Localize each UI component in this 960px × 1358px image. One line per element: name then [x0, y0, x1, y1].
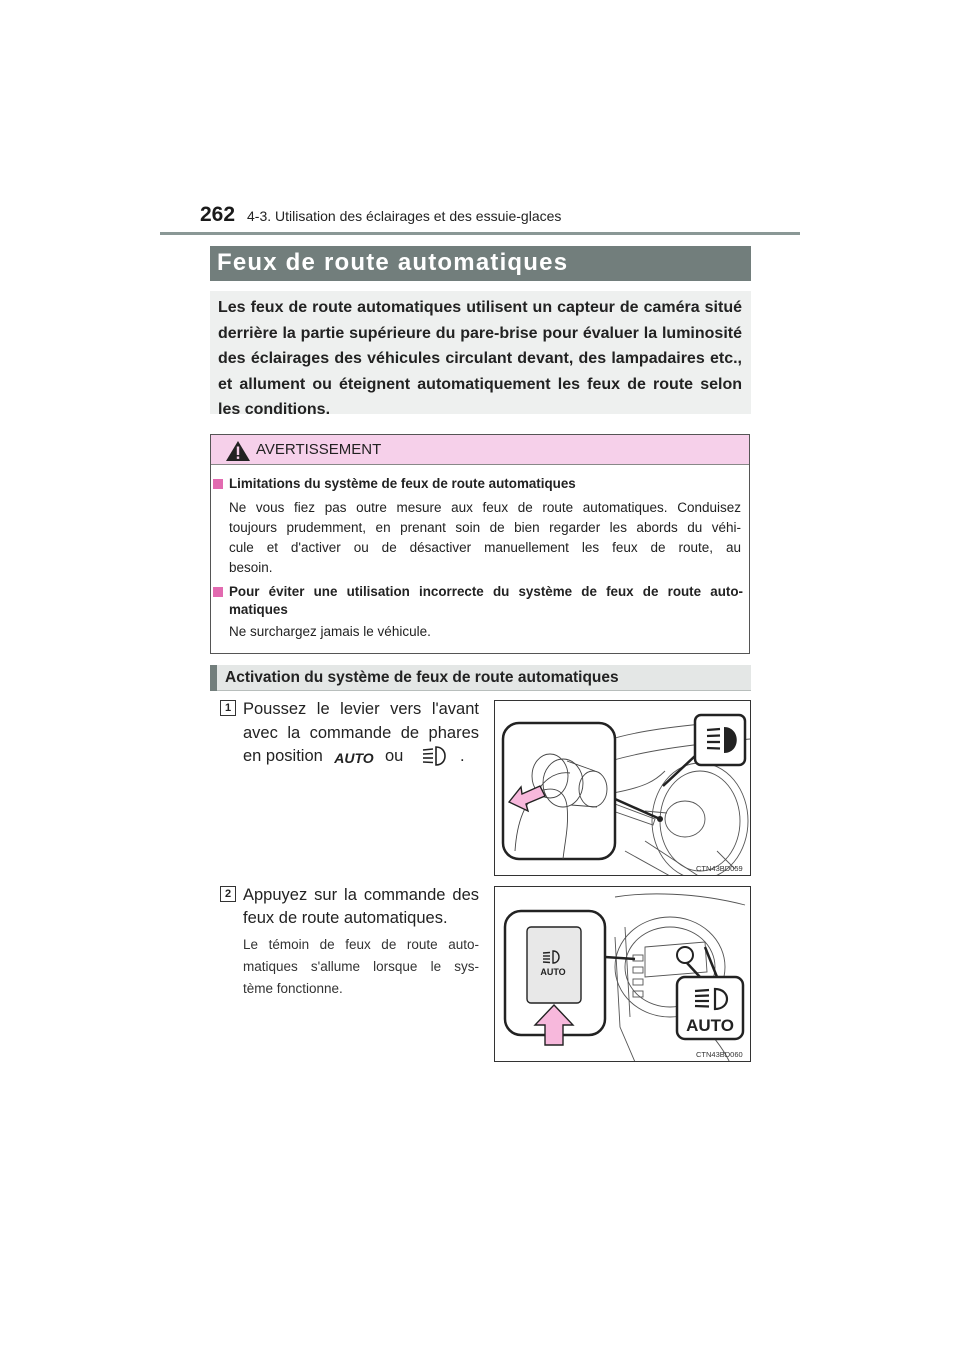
step-note-line: Le témoin de feux de route auto-: [243, 937, 479, 952]
step-note-line: matiques s'allume lorsque le sys-: [243, 959, 479, 974]
warning-heading: Pour éviter une utilisation incorrecte du système de feux de route auto-: [229, 584, 743, 599]
switch-auto-label: AUTO: [540, 967, 566, 977]
svg-text:AUTO: AUTO: [334, 750, 374, 766]
warning-text-line: cule et d'activer ou de désactiver manuellement les feux de route, au: [229, 540, 741, 555]
section-reference: 4-3. Utilisation des éclairages et des essuie-glaces: [247, 208, 562, 224]
auto-high-beam-icon: [418, 744, 452, 768]
warning-text-line: Ne vous fiez pas outre mesure aux feux de route automatiques. Conduisez: [229, 500, 741, 515]
auto-symbol-icon: [334, 747, 374, 767]
indicator-auto-label: AUTO: [686, 1016, 734, 1035]
figure-code: CTN43BD060: [696, 1050, 743, 1059]
subsection-accent: [210, 665, 217, 691]
bullet-square: [213, 587, 223, 597]
warning-text-line: besoin.: [229, 560, 273, 575]
page-number: 262: [200, 203, 236, 226]
figure-switch: [494, 886, 751, 1062]
warning-title: AVERTISSEMENT: [256, 441, 382, 458]
period-text: .: [460, 747, 465, 765]
warning-text-line: Ne surchargez jamais le véhicule.: [229, 624, 431, 639]
figure-code: CTN43BD059: [696, 864, 743, 873]
step-text-line: feux de route automatiques.: [243, 909, 448, 927]
step-text-line: en position: [243, 747, 323, 765]
bullet-square: [213, 479, 223, 489]
step-note-line: tème fonctionne.: [243, 981, 343, 996]
figure-lever: [494, 700, 751, 876]
step-text-line: Poussez le levier vers l'avant: [243, 700, 479, 718]
warning-heading: matiques: [229, 602, 288, 617]
step-text-line: Appuyez sur la commande des: [243, 886, 479, 904]
warning-triangle-icon: [226, 441, 250, 461]
step-number: 2: [220, 886, 236, 902]
page-title: Feux de route automatiques: [217, 249, 569, 276]
step-number: 1: [220, 700, 236, 716]
switch-illustration: [495, 887, 751, 1062]
lever-illustration: [495, 701, 751, 876]
step-text-line: avec la commande de phares: [243, 724, 479, 742]
warning-text-line: toujours prudemment, en prenant soin de bien regarder les abords du véhi-: [229, 520, 741, 535]
subsection-title: Activation du système de feux de route automatiques: [225, 669, 619, 686]
header-divider: [160, 232, 800, 235]
or-text: ou: [385, 747, 404, 765]
intro-text: Les feux de route automatiques utilisent un capteur de caméra situé derrière la partie supérieure du pare-brise pour évaluer la luminosité des éclairages des véhicules circulant devant, des lampadaires etc., et allument ou éteignent automatiquement les feux de route selon les conditions.: [218, 299, 742, 418]
warning-heading: Limitations du système de feux de route automatiques: [229, 476, 576, 491]
